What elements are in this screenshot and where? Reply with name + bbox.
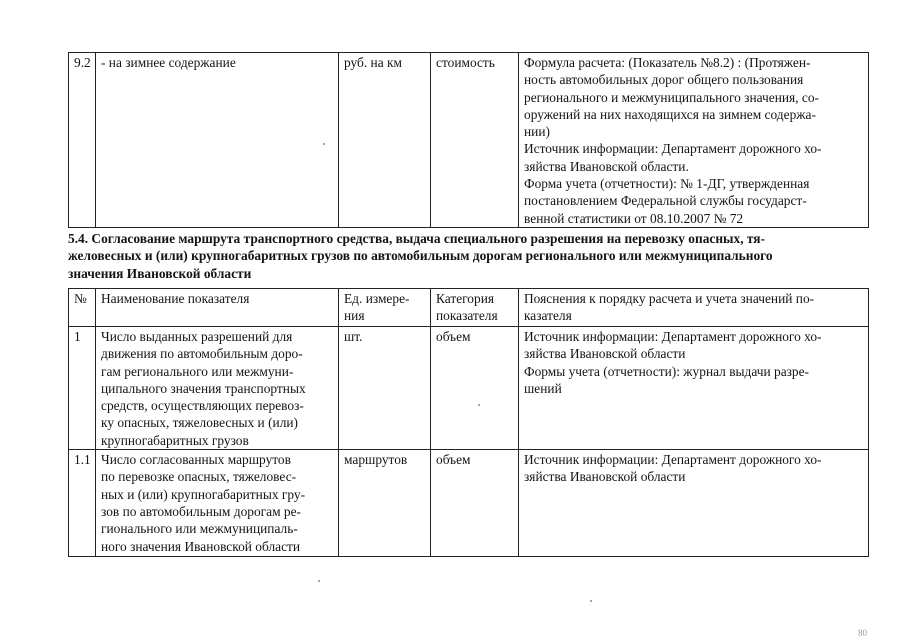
indicator-name: - на зимнее содержание: [96, 53, 339, 228]
table-row: [69, 327, 869, 450]
indicator-name: Число согласованных маршрутов по перевозке опасных, тяжеловес- ных и (или) крупногабаритных гру- зов по автомобильным дорогам ре- гионального или межмуниципаль- ного значения Ивановской области: [96, 450, 339, 557]
indicator-table: [68, 288, 869, 557]
row-number: 9.2: [69, 53, 96, 228]
unit-of-measure: руб. на км: [339, 53, 431, 228]
indicator-category: объем: [431, 450, 519, 557]
table-row: [69, 450, 869, 557]
row-number: 1.1: [69, 450, 96, 557]
indicator-table-continued: [68, 52, 869, 228]
unit-of-measure: шт.: [339, 327, 431, 450]
scan-speck: [478, 404, 480, 406]
table-header-row: [69, 289, 869, 327]
calculation-explanation: Источник информации: Департамент дорожного хо- зяйства Ивановской области Формы учета (отчетности): журнал выдачи разре- шений: [519, 327, 869, 450]
scan-speck: [318, 580, 320, 582]
section-heading: 5.4. Согласование маршрута транспортного средства, выдача специального разрешения на перевозку опасных, тя- желовесных и (или) крупногабаритных грузов по автомобильным дорогам регионального или межмуниципального значения Ивановской области: [68, 231, 773, 281]
scan-speck: [590, 600, 592, 602]
indicator-category: объем: [431, 327, 519, 450]
calculation-explanation: Формула расчета: (Показатель №8.2) : (Протяжен- ность автомобильных дорог общего пользования регионального и межмуниципального значения, со- оружений на них находящихся на зимнем содержа- нии) Источник информации: Департамент дорожного хо- зяйства Ивановской области. Форма учета (отчетности): № 1-ДГ, утвержденная постановлением Федеральной службы государст- венной статистики от 08.10.2007 № 72: [519, 53, 869, 228]
table-row: [69, 53, 869, 228]
indicator-category: стоимость: [431, 53, 519, 228]
header-category: Категория показателя: [431, 289, 519, 327]
scan-speck: [323, 143, 325, 145]
header-number: №: [69, 289, 96, 327]
row-number: 1: [69, 327, 96, 450]
header-unit: Ед. измере- ния: [339, 289, 431, 327]
page-number: 80: [858, 628, 867, 638]
indicator-name: Число выданных разрешений для движения по автомобильным доро- гам регионального или межмуни- ципального значения транспортных средств, осуществляющих перевоз- ку опасных, тяжеловесных и (или) крупногабаритных грузов: [96, 327, 339, 450]
calculation-explanation: Источник информации: Департамент дорожного хо- зяйства Ивановской области: [519, 450, 869, 557]
unit-of-measure: маршрутов: [339, 450, 431, 557]
header-name: Наименование показателя: [96, 289, 339, 327]
header-explanation: Пояснения к порядку расчета и учета значений по- казателя: [519, 289, 869, 327]
